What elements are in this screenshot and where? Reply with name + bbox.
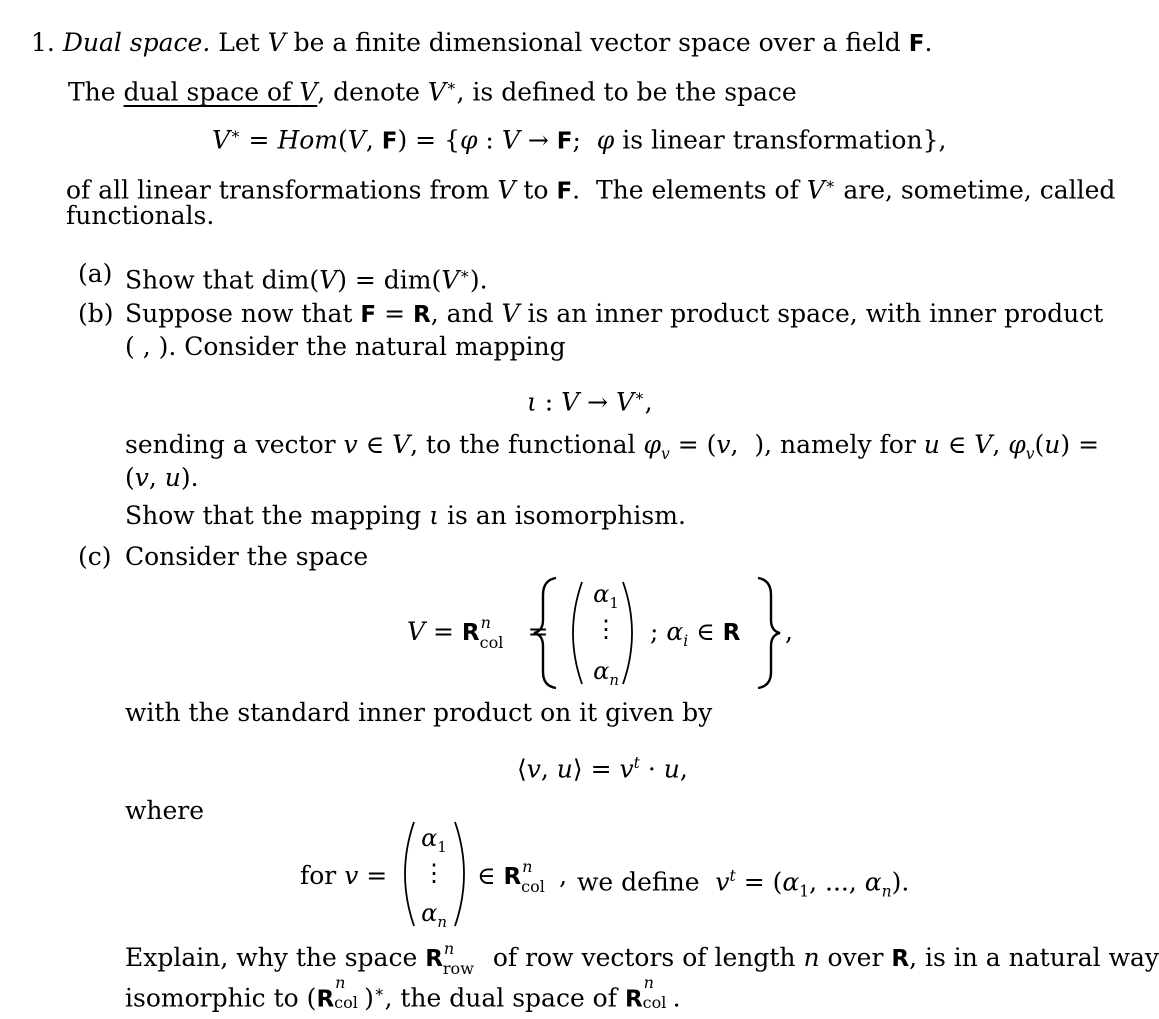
definition-line: The dual space of V, denote V∗, is defined to be the space — [68, 77, 797, 107]
problem-title: Dual space. — [62, 28, 211, 57]
column-set-comma: , — [785, 617, 793, 646]
part-b-line-3: sending a vector v ∈ V, to the functional $\varphi_v = (v$, ), namely for u ∈ V, $\varphi_v(u)$ = — [125, 430, 1100, 463]
inner-product-display: ⟨v, u⟩ = $v^t \cdot u$, — [517, 754, 688, 784]
column-set-condition: ; $\alpha_i$ ∈ R — [650, 617, 741, 650]
defined-term: dual space of V — [123, 77, 318, 107]
part-b-line-5: Show that the mapping ι is an isomorphism. — [125, 501, 686, 530]
part-c-line-1: Consider the space — [125, 542, 369, 571]
part-b-line-4: (v, u). — [125, 463, 199, 492]
column-entry-top: $\alpha_1$ — [593, 580, 619, 612]
final-question-line-2: isomorphic to (R n col )∗, the dual space of R n col . — [125, 973, 681, 1013]
part-b-line-2: ( , ). Consider the natural mapping — [125, 332, 566, 361]
paragraph-line-2: functionals. — [66, 201, 215, 230]
vector-entry-dots: ⋮ — [422, 859, 446, 887]
final-question-line-1: Explain, why the space R n row of row vectors of length n over R, is in a natural way — [125, 939, 1159, 978]
column-entry-bottom: $\alpha_n$ — [593, 657, 619, 689]
vector-entry-top: $\alpha_1$ — [421, 824, 447, 856]
dual-space-definition: V∗ = Hom(V, F) = {φ : V → F; φ is linear transformation}, — [212, 125, 947, 155]
part-c-line-2: with the standard inner product on it given by — [125, 698, 713, 727]
part-b-line-1: Suppose now that F = R, and V is an inner product space, with inner product — [125, 299, 1104, 328]
define-transpose-text: we define $v^t = (\alpha_1$, ..., $\alpha_n$). — [577, 867, 910, 901]
vector-entry-bottom: $\alpha_n$ — [421, 899, 447, 931]
part-a-label: (a) — [78, 259, 113, 288]
iota-mapping-display: ι : V → V∗, — [527, 387, 653, 417]
for-v-text: for v = — [300, 861, 388, 890]
in-rcol-text: ∈ R n col , — [477, 857, 568, 896]
part-c-label: (c) — [78, 542, 112, 571]
column-entry-dots: ⋮ — [594, 615, 618, 643]
problem-heading: 1. Dual space. Let V be a finite dimensional vector space over a field F. — [31, 28, 933, 57]
part-b-label: (b) — [78, 299, 114, 328]
part-a-text: Show that dim(V) = dim(V∗). — [125, 265, 488, 295]
problem-number: 1. — [31, 28, 55, 57]
paragraph-line-1: of all linear transformations from V to F. The elements of V∗ are, sometime, called — [66, 175, 1116, 205]
where-text: where — [125, 796, 205, 825]
column-space-lhs: V = R n col = — [407, 613, 549, 652]
